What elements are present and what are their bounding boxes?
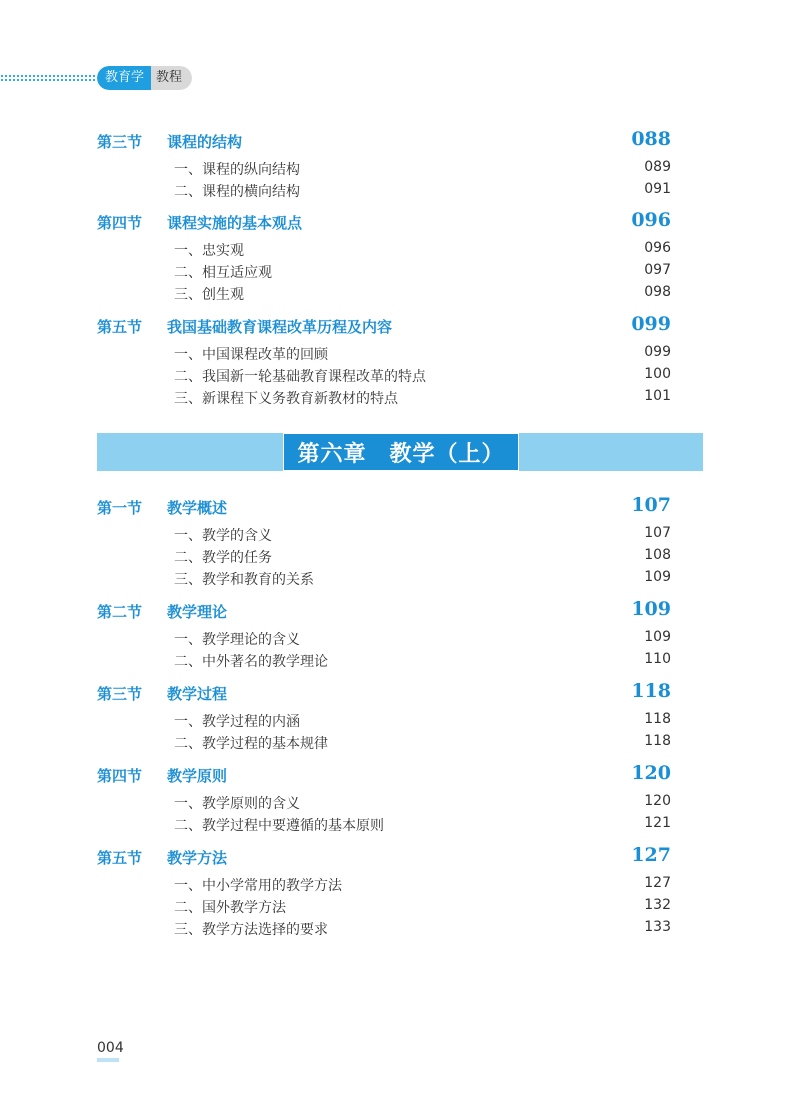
section-title: 教学过程 [167, 685, 228, 703]
toc-item[interactable] [174, 651, 671, 671]
item-page: 098 [644, 284, 671, 300]
chapter-title-box[interactable] [283, 433, 519, 471]
toc-section[interactable] [97, 844, 671, 870]
item-title: 一、教学理论的含义 [174, 632, 300, 648]
item-page: 110 [644, 651, 671, 667]
section-title: 课程的结构 [167, 133, 243, 151]
item-title: 三、教学方法选择的要求 [174, 922, 328, 938]
item-page: 127 [644, 875, 671, 891]
toc-section[interactable] [97, 494, 671, 520]
toc-item[interactable] [174, 366, 671, 386]
item-title: 二、课程的横向结构 [174, 184, 300, 200]
toc-section[interactable] [97, 762, 671, 788]
item-title: 二、中外著名的教学理论 [174, 654, 328, 670]
toc-item[interactable] [174, 629, 671, 649]
section-page: 120 [631, 762, 671, 784]
toc-section[interactable] [97, 598, 671, 624]
item-page: 121 [644, 815, 671, 831]
toc-section[interactable] [97, 128, 671, 154]
item-title: 一、教学的含义 [174, 528, 272, 544]
item-title: 一、忠实观 [174, 243, 244, 259]
item-title: 三、新课程下义务教育新教材的特点 [174, 391, 398, 407]
toc-item[interactable] [174, 711, 671, 731]
item-page: 118 [644, 733, 671, 749]
item-page: 107 [644, 525, 671, 541]
item-title: 二、国外教学方法 [174, 900, 286, 916]
item-page: 118 [644, 711, 671, 727]
page-number: 004 [97, 1040, 124, 1056]
toc-section[interactable] [97, 209, 671, 235]
item-title: 二、相互适应观 [174, 265, 272, 281]
section-title: 教学理论 [167, 603, 228, 621]
item-page: 089 [644, 159, 671, 175]
item-page: 109 [644, 629, 671, 645]
section-page: 096 [631, 209, 671, 231]
toc-item[interactable] [174, 815, 671, 835]
toc-item[interactable] [174, 569, 671, 589]
section-title: 我国基础教育课程改革历程及内容 [167, 318, 393, 336]
item-page: 133 [644, 919, 671, 935]
toc-item[interactable] [174, 262, 671, 282]
toc-item[interactable] [174, 525, 671, 545]
item-title: 二、我国新一轮基础教育课程改革的特点 [174, 369, 426, 385]
section-title: 教学概述 [167, 499, 228, 517]
toc-item[interactable] [174, 284, 671, 304]
section-number: 第一节 [97, 499, 143, 517]
item-title: 一、课程的纵向结构 [174, 162, 300, 178]
section-title: 教学方法 [167, 849, 228, 867]
section-title: 课程实施的基本观点 [167, 214, 303, 232]
item-title: 三、教学和教育的关系 [174, 572, 314, 588]
item-page: 109 [644, 569, 671, 585]
toc-item[interactable] [174, 388, 671, 408]
toc-item[interactable] [174, 159, 671, 179]
section-page: 109 [631, 598, 671, 620]
section-number: 第二节 [97, 603, 143, 621]
item-page: 100 [644, 366, 671, 382]
item-page: 108 [644, 547, 671, 563]
section-page: 088 [631, 128, 671, 150]
section-number: 第四节 [97, 214, 143, 232]
book-title-badge [97, 66, 192, 90]
book-title-part2: 教程 [151, 66, 192, 90]
item-title: 二、教学过程中要遵循的基本原则 [174, 818, 384, 834]
section-number: 第五节 [97, 849, 143, 867]
item-page: 120 [644, 793, 671, 809]
toc-item[interactable] [174, 793, 671, 813]
item-title: 一、教学原则的含义 [174, 796, 300, 812]
item-page: 099 [644, 344, 671, 360]
item-title: 二、教学的任务 [174, 550, 272, 566]
section-page: 107 [631, 494, 671, 516]
toc-item[interactable] [174, 897, 671, 917]
book-title-part1: 教育学 [97, 66, 151, 90]
item-page: 132 [644, 897, 671, 913]
item-page: 101 [644, 388, 671, 404]
section-page: 127 [631, 844, 671, 866]
section-number: 第三节 [97, 685, 143, 703]
toc-item[interactable] [174, 733, 671, 753]
item-page: 096 [644, 240, 671, 256]
toc-item[interactable] [174, 344, 671, 364]
toc-item[interactable] [174, 240, 671, 260]
section-number: 第四节 [97, 767, 143, 785]
section-title: 教学原则 [167, 767, 228, 785]
section-number: 第五节 [97, 318, 143, 336]
chapter-title: 第六章 教学（上） [297, 440, 505, 467]
page-number-underline [97, 1058, 119, 1062]
running-header [0, 66, 200, 90]
toc-item[interactable] [174, 875, 671, 895]
toc-item[interactable] [174, 181, 671, 201]
item-page: 097 [644, 262, 671, 278]
toc-item[interactable] [174, 919, 671, 939]
section-number: 第三节 [97, 133, 143, 151]
item-page: 091 [644, 181, 671, 197]
item-title: 一、教学过程的内涵 [174, 714, 300, 730]
section-page: 099 [631, 313, 671, 335]
toc-item[interactable] [174, 547, 671, 567]
item-title: 三、创生观 [174, 287, 244, 303]
item-title: 一、中小学常用的教学方法 [174, 878, 342, 894]
item-title: 二、教学过程的基本规律 [174, 736, 328, 752]
toc-section[interactable] [97, 680, 671, 706]
section-page: 118 [631, 680, 671, 702]
dotted-rule [0, 74, 96, 82]
toc-section[interactable] [97, 313, 671, 339]
item-title: 一、中国课程改革的回顾 [174, 347, 328, 363]
